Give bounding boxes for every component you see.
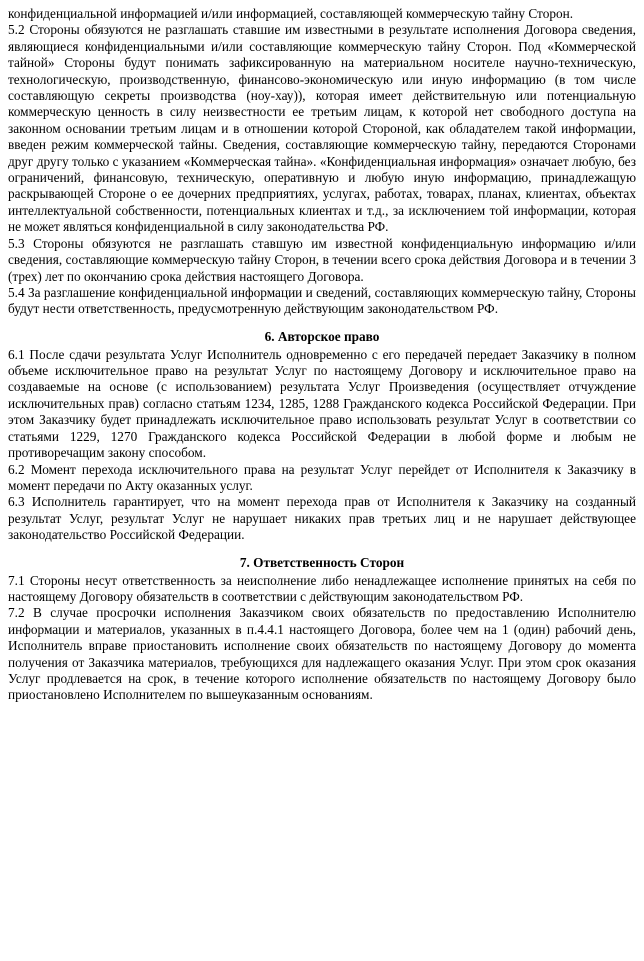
paragraph-6-2: 6.2 Момент перехода исключительного права на результат Услуг перейдет от Исполнителя к Заказчику в момент передачи по Акту оказанных услуг. <box>8 461 636 493</box>
paragraph-5-2: 5.2 Стороны обязуются не разглашать ставшие им известными в результате исполнения Договора сведения, являющиеся конфиденциальными и/или составляющие коммерческую тайну Сторон. Под «Коммерческой тайной» Стороны будут понимать зафиксированную на материальном носителе научно-техническую, технологическую, производственную, финансово-экономическую или иную информацию (в том числе составляющую секреты производства (ноу-хау)), которая имеет действительную или потенциальную коммерческую ценность в силу неизвестности ее третьим лицам, к которой нет свободного доступа на законном основании третьим лицам и в отношении которой Стороной, как обладателем такой информации, введен режим коммерческой тайны. Сведения, составляющие коммерческую тайну, передаются Сторонами друг другу только с указанием «Коммерческая тайна». «Конфиденциальная информация» означает любую, без ограничений, финансовую, техническую, оперативную и любую иную информацию, принадлежащую раскрывающей Стороне о ее дочерних предприятиях, услугах, работах, товарах, планах, клиентах, объектах интеллектуальной собственности, потенциальных клиентах и т.д., за исключением той информации, которая не может являться конфиденциальной в силу законодательства РФ. <box>8 22 636 235</box>
paragraph-7-1: 7.1 Стороны несут ответственность за неисполнение либо ненадлежащее исполнение принятых на себя по настоящему Договору обязательств в соответствии с действующим законодательством РФ. <box>8 572 636 604</box>
paragraph-7-2: 7.2 В случае просрочки исполнения Заказчиком своих обязательств по предоставлению Исполнителю информации и материалов, указанных в п.4.4.1 настоящего Договора, более чем на 1 (один) рабочий день, Исполнитель вправе приостановить исполнение своих обязательств по настоящему Договору до момента получения от Заказчика материалов, требующихся для надлежащего оказания Услуг. При этом срок оказания Услуг продлевается на срок, в течение которого исполнение обязательств по настоящему Договору было приостановлено Исполнителем по вышеуказанным основаниям. <box>8 605 636 703</box>
section-heading-6: 6. Авторское право <box>264 328 380 344</box>
paragraph-5-3: 5.3 Стороны обязуются не разглашать ставшую им известной конфиденциальную информацию и/или сведения, составляющие коммерческую тайну Сторон, в течении всего срока действия Договора и в течении 3 (трех) лет по окончанию срока действия настоящего Договора. <box>8 235 636 284</box>
section-heading-7: 7. Ответственность Сторон <box>239 554 405 570</box>
paragraph-6-3: 6.3 Исполнитель гарантирует, что на момент перехода прав от Исполнителя к Заказчику на созданный результат Услуг, результат Услуг не нарушает никаких прав третьих лиц и не нарушает действующее законодательство Российской Федерации. <box>8 494 636 543</box>
paragraph-5-4: 5.4 За разглашение конфиденциальной информации и сведений, составляющих коммерческую тайну, Стороны будут нести ответственность, предусмотренную действующим законодательством РФ. <box>8 284 636 317</box>
paragraph-confidential-continued: конфиденциальной информацией и/или информацией, составляющей коммерческую тайну Сторон. <box>8 6 574 21</box>
paragraph-6-1: 6.1 После сдачи результата Услуг Исполнитель одновременно с его передачей передает Заказчику в полном объеме исключительное право на результат Услуг по настоящему Договору и исключительное право на создаваемые на основе (с использованием) результата Услуг Произведения (осуществляет отчуждение исключительных прав) согласно статьям 1234, 1285, 1288 Гражданского кодекса Российской Федерации. При этом Заказчику будет принадлежать исключительное право использовать результат Услуг в соответствии со статьями 1229, 1270 Гражданского кодекса Российской Федерации в любой форме и любым не противоречащим закону способом. <box>8 346 636 461</box>
